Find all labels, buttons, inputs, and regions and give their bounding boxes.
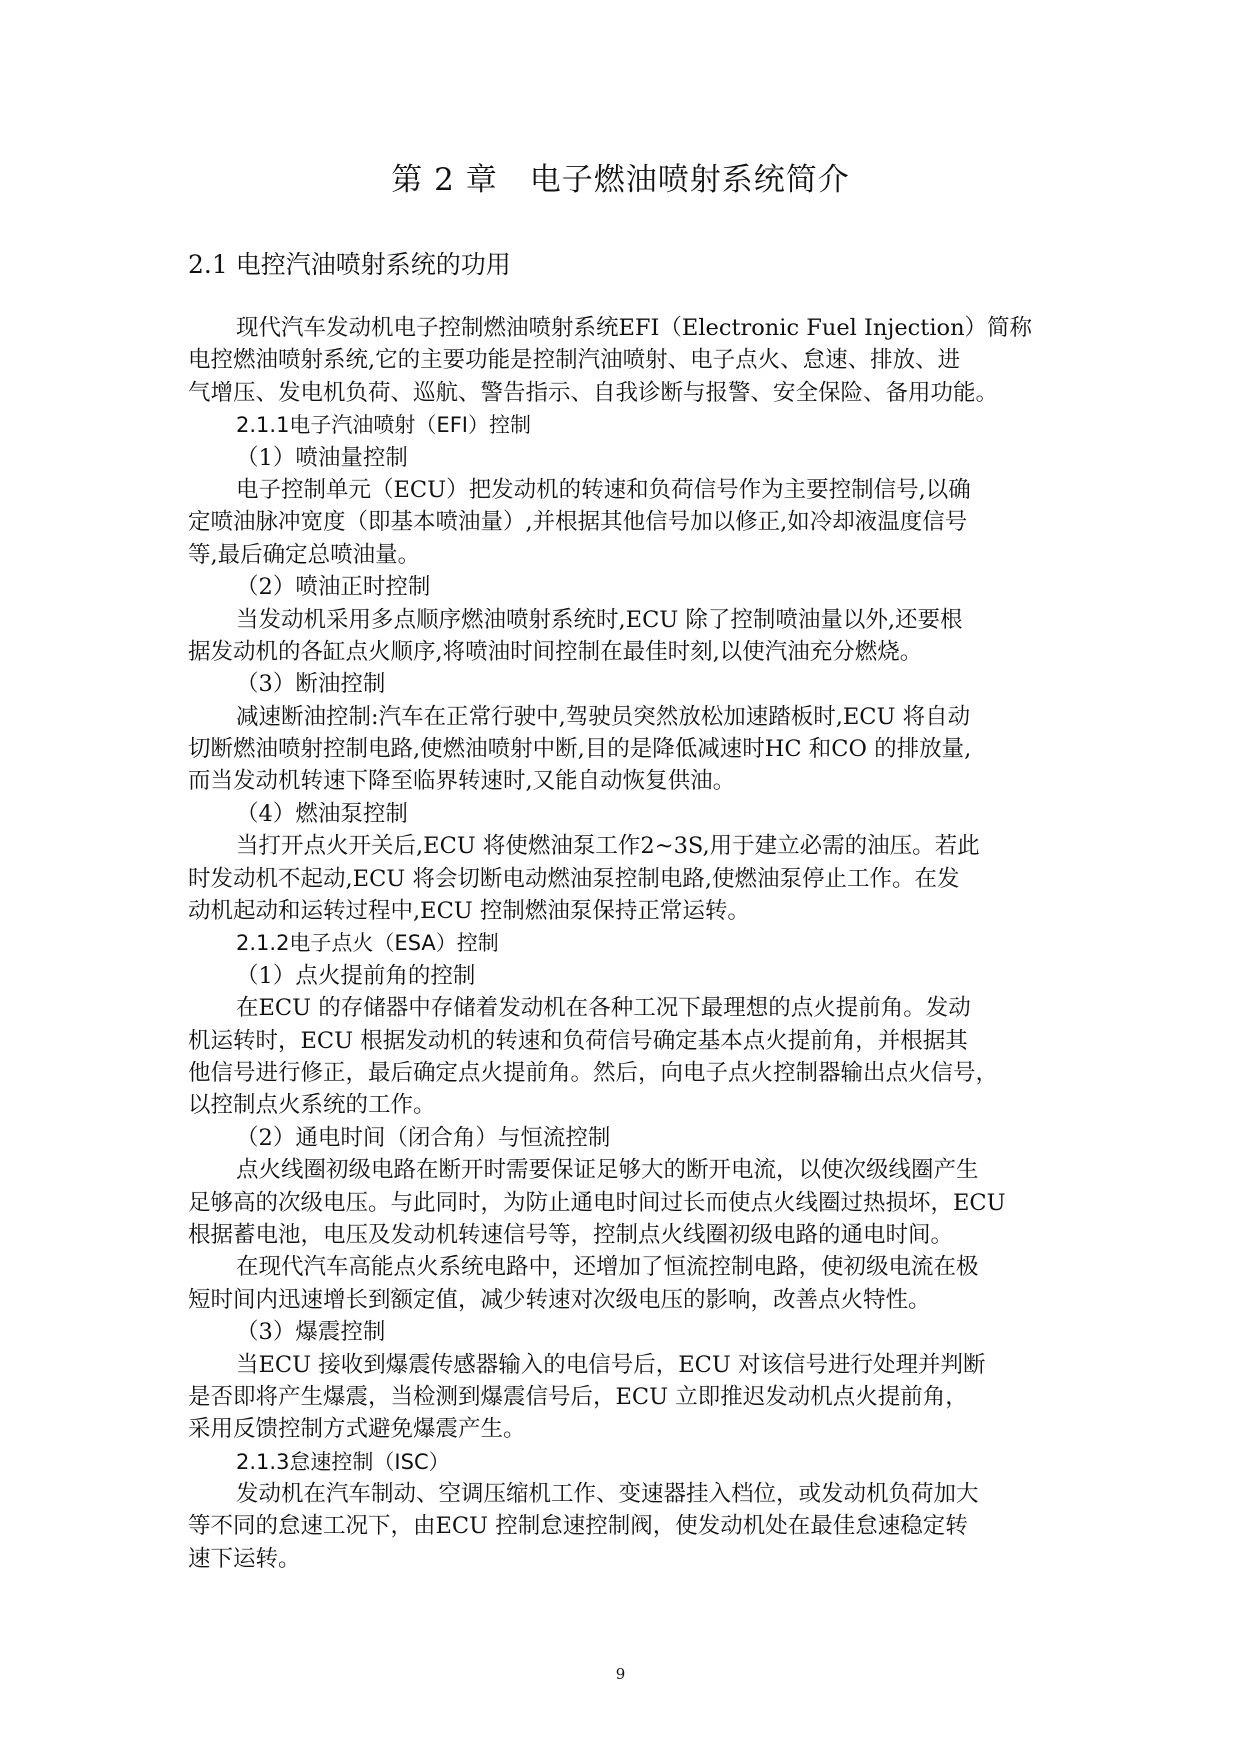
text-line: 现代汽车发动机电子控制燃油喷射系统EFI（Electronic Fuel Injection）简称 [236,315,1033,341]
chapter-title: 第 2 章 电子燃油喷射系统简介 [391,162,850,198]
text-line: 据发动机的各缸点火顺序,将喷油时间控制在最佳时刻,以使汽油充分燃烧。 [188,638,923,665]
text-line: （3）断油控制 [236,671,386,698]
body-text [188,312,1064,1575]
page-number: 9 [615,1665,626,1683]
text-line: 定喷油脉冲宽度（即基本喷油量）,并根据其他信号加以修正,如冷却液温度信号 [188,509,968,536]
text-line: 短时间内迅速增长到额定值，减少转速对次级电压的影响，改善点火特性。 [188,1286,931,1313]
subsection-heading: 2.1.2电子点火（ESA）控制 [236,931,499,956]
text-line: （1）喷油量控制 [236,444,408,471]
text-line: （3）爆震控制 [236,1319,386,1346]
text-line: 减速断油控制:汽车在正常行驶中,驾驶员突然放松加速踏板时,ECU 将自动 [236,703,971,730]
text-line: 当打开点火开关后,ECU 将使燃油泵工作2~3S,用于建立必需的油压。若此 [236,833,980,860]
text-line: （2）通电时间（闭合角）与恒流控制 [236,1124,611,1151]
text-line: 他信号进行修正，最后确定点火提前角。然后，向电子点火控制器输出点火信号， [188,1059,999,1086]
text-line: 以控制点火系统的工作。 [188,1092,436,1119]
text-line: 点火线圈初级电路在断开时需要保证足够大的断开电流，以使次级线圈产生 [236,1157,979,1184]
text-line: 机运转时，ECU 根据发动机的转速和负荷信号确定基本点火提前角，并根据其 [188,1027,968,1054]
text-line: 是否即将产生爆震，当检测到爆震信号后，ECU 立即推迟发动机点火提前角， [188,1383,968,1410]
text-line: 在ECU 的存储器中存储着发动机在各种工况下最理想的点火提前角。发动 [236,995,971,1022]
text-line: 当发动机采用多点顺序燃油喷射系统时,ECU 除了控制喷油量以外,还要根 [236,606,963,633]
text-line: 而当发动机转速下降至临界转速时,又能自动恢复供油。 [188,768,736,795]
text-line: 根据蓄电池，电压及发动机转速信号等，控制点火线圈初级电路的通电时间。 [188,1221,954,1248]
text-line: 动机起动和运转过程中,ECU 控制燃油泵保持正常运转。 [188,898,750,925]
text-line: 速下运转。 [188,1545,301,1572]
text-line: 足够高的次级电压。与此同时，为防止通电时间过长而使点火线圈过热损坏，ECU [188,1189,1006,1216]
text-line: （1）点火提前角的控制 [236,962,476,989]
text-line: （2）喷油正时控制 [236,574,431,601]
text-line: 采用反馈控制方式避免爆震产生。 [188,1416,526,1443]
text-line: 发动机在汽车制动、空调压缩机工作、变速器挂入档位，或发动机负荷加大 [236,1481,979,1508]
text-line: 切断燃油喷射控制电路,使燃油喷射中断,目的是降低减速时HC 和CO 的排放量, [188,736,972,763]
text-line: （4）燃油泵控制 [236,800,408,827]
section-heading: 2.1 电控汽油喷射系统的功用 [188,250,511,279]
text-line: 电子控制单元（ECU）把发动机的转速和负荷信号作为主要控制信号,以确 [236,476,971,503]
text-line: 等不同的怠速工况下，由ECU 控制怠速控制阀，使发动机处在最佳怠速稳定转 [188,1513,968,1540]
text-line: 时发动机不起动,ECU 将会切断电动燃油泵控制电路,使燃油泵停止工作。在发 [188,865,960,892]
text-line: 当ECU 接收到爆震传感器输入的电信号后，ECU 对该信号进行处理并判断 [236,1351,986,1378]
text-line: 在现代汽车高能点火系统电路中，还增加了恒流控制电路，使初级电流在极 [236,1254,979,1281]
text-line: 气增压、发电机负荷、巡航、警告指示、自我诊断与报警、安全保险、备用功能。 [188,379,999,406]
subsection-heading: 2.1.3怠速控制（ISC） [236,1449,450,1474]
text-line: 电控燃油喷射系统,它的主要功能是控制汽油喷射、电子点火、怠速、排放、进 [188,347,961,374]
text-line: 等,最后确定总喷油量。 [188,541,421,568]
subsection-heading: 2.1.1电子汽油喷射（EFI）控制 [236,413,531,438]
